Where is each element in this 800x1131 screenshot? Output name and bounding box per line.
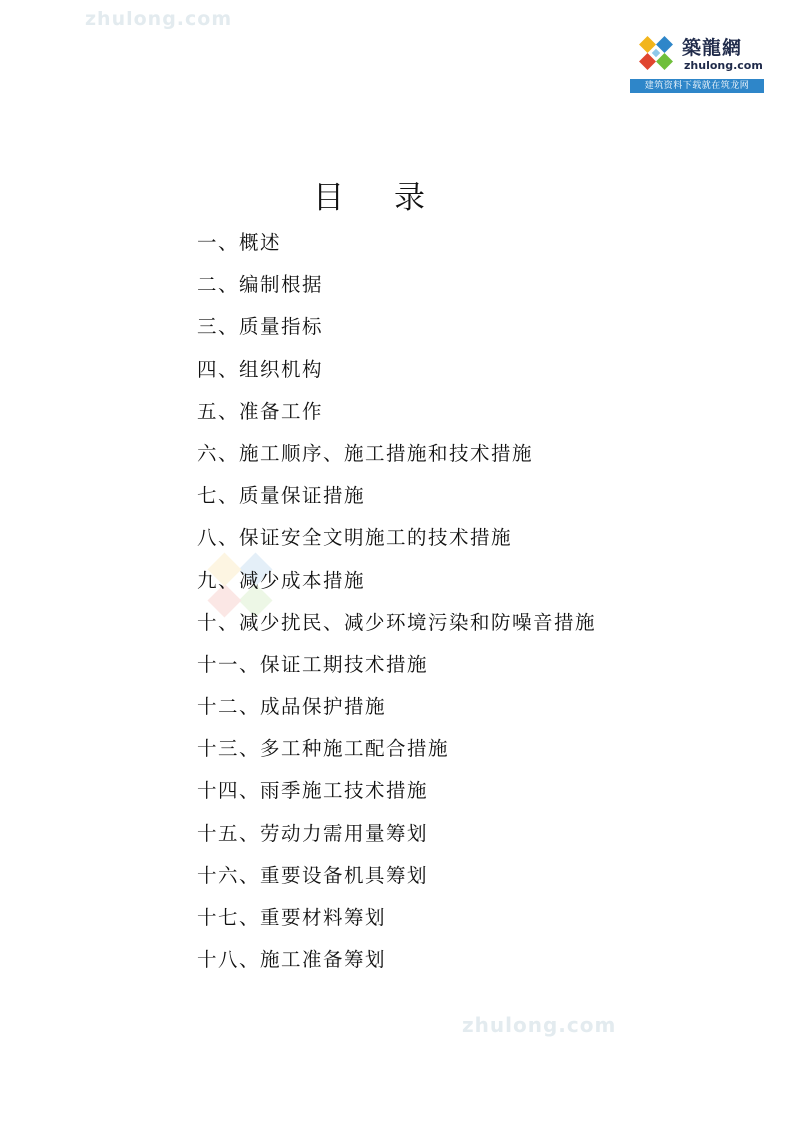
toc-item: 十八、施工准备筹划 bbox=[197, 948, 387, 972]
watermark-top: zhulong.com bbox=[85, 8, 233, 30]
logo-name-cn: 築龍網 bbox=[682, 37, 743, 59]
toc-item: 二、编制根据 bbox=[197, 273, 324, 297]
toc-item: 三、质量指标 bbox=[197, 315, 324, 339]
toc-item: 十六、重要设备机具筹划 bbox=[197, 863, 429, 887]
table-of-contents bbox=[197, 229, 596, 988]
watermark-bottom: zhulong.com bbox=[462, 1013, 617, 1037]
toc-item: 五、准备工作 bbox=[197, 399, 324, 423]
toc-item: 十五、劳动力需用量筹划 bbox=[197, 821, 429, 845]
zhulong-logo bbox=[628, 27, 764, 93]
toc-item: 十三、多工种施工配合措施 bbox=[197, 737, 450, 761]
toc-item: 十四、雨季施工技术措施 bbox=[197, 779, 429, 803]
toc-item: 十、减少扰民、减少环境污染和防噪音措施 bbox=[197, 610, 597, 634]
toc-item: 一、概述 bbox=[197, 231, 282, 254]
diamond-logo-icon bbox=[632, 29, 680, 77]
logo-slogan: 建筑资料下载就在筑龙网 bbox=[630, 79, 764, 93]
toc-item: 九、减少成本措施 bbox=[197, 568, 366, 592]
toc-item: 六、施工顺序、施工措施和技术措施 bbox=[197, 441, 534, 465]
toc-item: 十一、保证工期技术措施 bbox=[197, 652, 429, 676]
page-title: 目录 bbox=[313, 180, 475, 216]
toc-item: 十七、重要材料筹划 bbox=[197, 906, 387, 929]
toc-item: 十二、成品保护措施 bbox=[197, 695, 387, 719]
toc-item: 四、组织机构 bbox=[197, 357, 324, 381]
toc-item: 七、质量保证措施 bbox=[197, 484, 366, 508]
logo-name-en: zhulong.com bbox=[684, 59, 763, 72]
toc-item: 八、保证安全文明施工的技术措施 bbox=[197, 526, 513, 550]
